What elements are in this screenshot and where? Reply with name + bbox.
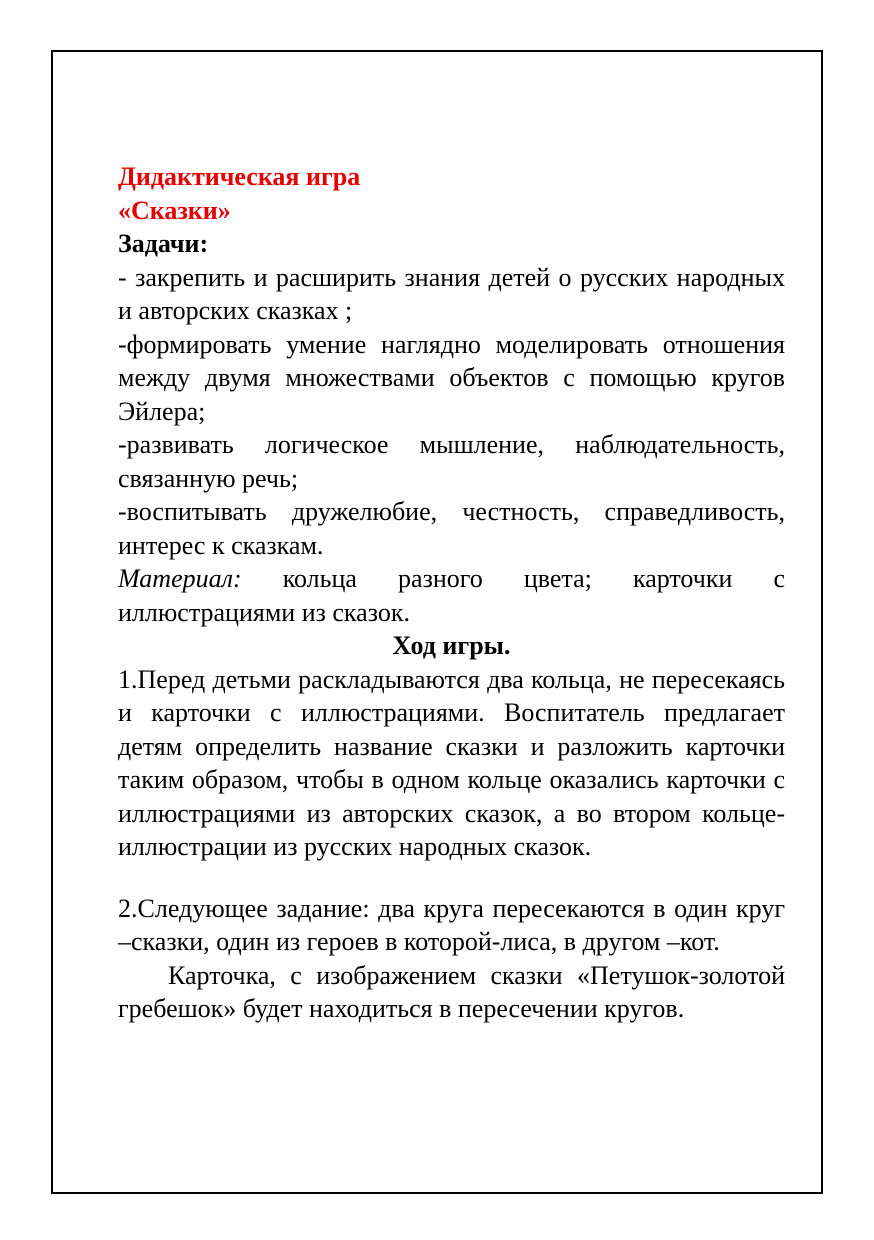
document-body bbox=[118, 160, 785, 1026]
task-item-4: -воспитывать дружелюбие, честность, справедливость, интерес к сказкам. bbox=[118, 497, 785, 560]
task-item-1: - закрепить и расширить знания детей о русских народных и авторских сказках ; bbox=[118, 262, 785, 325]
step-3-paragraph: Карточка, с изображением сказки «Петушок-золотой гребешок» будет находиться в пересечении кругов. bbox=[118, 960, 785, 1023]
material-text: кольца разного цвета; карточки с иллюстрациями из сказок. bbox=[118, 564, 785, 627]
material-label: Материал: bbox=[118, 564, 242, 593]
paragraph-gap bbox=[118, 864, 785, 892]
progress-heading: Ход игры. bbox=[392, 631, 511, 660]
material-paragraph bbox=[118, 562, 785, 629]
title-line-2: «Сказки» bbox=[118, 195, 231, 225]
task-item-3: -развивать логическое мышление, наблюдательность, связанную речь; bbox=[118, 430, 785, 493]
title-line-1: Дидактическая игра bbox=[118, 162, 361, 191]
step-1-paragraph: 1.Перед детьми раскладываются два кольца, не пересекаясь и карточки с иллюстрациями. Воспитатель предлагает детям определить название сказки и разложить карточки таким образом, чтобы в одном кольце оказались карточки с иллюстрациями из авторских сказок, а во втором кольце-иллюстрации из русских народных сказок. bbox=[118, 664, 785, 861]
step-2-paragraph: 2.Следующее задание: два круга пересекаются в один круг –сказки, один из героев в которой-лиса, в другом –кот. bbox=[118, 893, 785, 956]
task-item-2: -формировать умение наглядно моделировать отношения между двумя множествами объектов с помощью кругов Эйлера; bbox=[118, 329, 785, 426]
tasks-heading: Задачи: bbox=[118, 229, 209, 258]
